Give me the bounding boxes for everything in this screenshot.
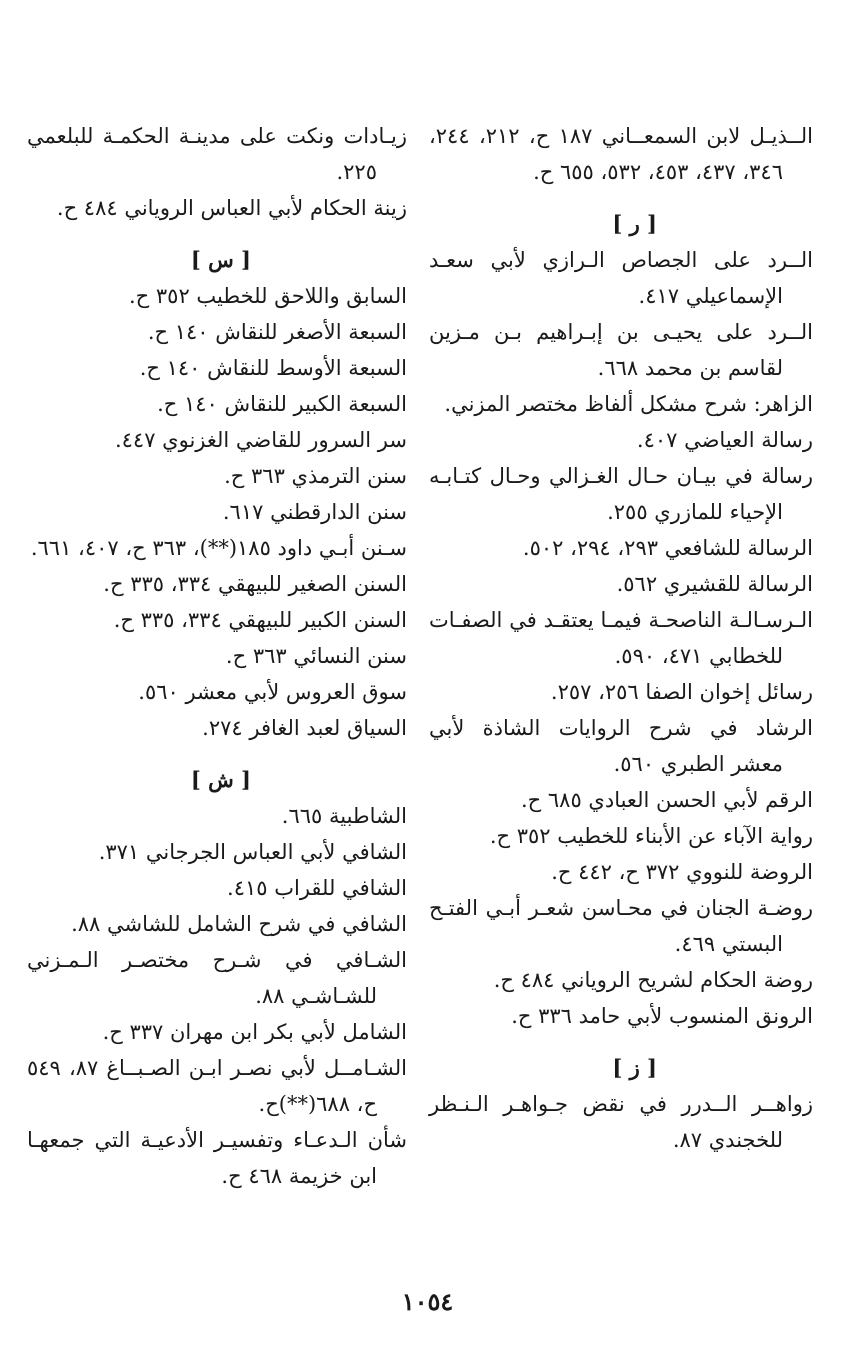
index-entry: الرونق المنسوب لأبي حامد ٣٣٦ ح. [511, 1004, 813, 1028]
index-entry: الشاطبية ٦٦٥. [281, 804, 407, 828]
section-letter-heading: [ س ] [190, 247, 251, 272]
index-entry: الــرد على الجصاص الـرازي لأبي سعـد الإسماعيلي ٤١٧. [429, 248, 813, 308]
index-entry: سنن الدارقطني ٦١٧. [222, 500, 407, 524]
index-entry: الـرسـالـة الناصحـة فيمـا يعتقـد في الصفـات للخطابي ٤٧١، ٥٩٠. [429, 608, 813, 668]
index-entry: الشامل لأبي بكر ابن مهران ٣٣٧ ح. [102, 1020, 407, 1044]
index-entry: شأن الـدعـاء وتفسيـر الأدعيـة التي جمعهـا ابن خزيمة ٤٦٨ ح. [27, 1128, 407, 1188]
section-spacer [429, 190, 813, 206]
index-entry: رسائل إخوان الصفا ٢٥٦، ٢٥٧. [550, 680, 813, 704]
index-entry: الــذيـل لابن السمعــاني ١٨٧ ح، ٢١٢، ٢٤٤، ٣٤٦، ٤٣٧، ٤٥٣، ٥٣٢، ٦٥٥ ح. [429, 124, 814, 184]
section-spacer [429, 1034, 813, 1050]
index-entry: زيـادات ونكت على مدينـة الحكمـة للبلعمي ٢٢٥. [27, 124, 407, 184]
index-entry: السنن الصغير للبيهقي ٣٣٤، ٣٣٥ ح. [103, 572, 407, 596]
index-entry: سوق العروس لأبي معشر ٥٦٠. [138, 680, 407, 704]
section-spacer [27, 746, 407, 762]
index-column-right [429, 118, 813, 1158]
index-entry: الرقم لأبي الحسن العبادي ٦٨٥ ح. [520, 788, 813, 812]
section-letter-heading: [ ز ] [612, 1055, 657, 1080]
index-entry: روضة الحكام لشريح الروياني ٤٨٤ ح. [493, 968, 813, 992]
section-letter-heading: [ ر ] [612, 211, 657, 236]
index-entry: السبعة الأصغر للنقاش ١٤٠ ح. [147, 320, 407, 344]
index-entry: رواية الآباء عن الأبناء للخطيب ٣٥٢ ح. [489, 824, 813, 848]
index-entry: الرشاد في شرح الروايات الشاذة لأبي معشر الطبري ٥٦٠. [429, 716, 813, 776]
index-entry: الروضة للنووي ٣٧٢ ح، ٤٤٢ ح. [551, 860, 813, 884]
index-entry: السبعة الأوسط للنقاش ١٤٠ ح. [139, 356, 407, 380]
index-entry: الشافي في شرح الشامل للشاشي ٨٨. [71, 912, 407, 936]
index-entry: سنن الترمذي ٣٦٣ ح. [224, 464, 407, 488]
section-letter-heading: [ ش ] [190, 767, 251, 792]
index-entry: الزاهر: شرح مشكل ألفاظ مختصر المزني. [444, 392, 813, 416]
index-entry: رسالة العياضي ٤٠٧. [636, 428, 813, 452]
index-entry: الشـافي في شـرح مختصـر الـمـزني للشـاشـي ٨٨. [27, 948, 407, 1008]
index-entry: الــرد على يحيـى بن إبـراهيم بـن مـزين لقاسم بن محمد ٦٦٨. [429, 320, 813, 380]
index-entry: سنن النسائي ٣٦٣ ح. [225, 644, 407, 668]
index-entry: السياق لعبد الغافر ٢٧٤. [202, 716, 407, 740]
index-entry: رسالة في بيـان حـال الغـزالي وحـال كتـابـه الإحياء للمازري ٢٥٥. [429, 464, 813, 524]
index-entry: السابق واللاحق للخطيب ٣٥٢ ح. [129, 284, 407, 308]
index-entry: الشافي لأبي العباس الجرجاني ٣٧١. [98, 840, 407, 864]
index-entry: السنن الكبير للبيهقي ٣٣٤، ٣٣٥ ح. [113, 608, 407, 632]
index-entry: زواهــر الــدرر في نقض جـواهـر الـنـظر للخجندي ٨٧. [429, 1092, 813, 1152]
index-entry: الشافي للقراب ٤١٥. [227, 876, 407, 900]
index-entry: سر السرور للقاضي الغزنوي ٤٤٧. [114, 428, 407, 452]
index-entry: السبعة الكبير للنقاش ١٤٠ ح. [157, 392, 407, 416]
page-number: ١٠٥٤ [401, 1287, 454, 1316]
index-entry: الرسالة للشافعي ٢٩٣، ٢٩٤، ٥٠٢. [522, 536, 813, 560]
section-spacer [27, 226, 407, 242]
index-entry: الشـامــل لأبي نصـر ابـن الصـبــاغ ٨٧، ٥٤٩ ح، ٦٨٨(**)ح. [27, 1056, 407, 1116]
index-entry: سـنن أبـي داود ١٨٥(**)، ٣٦٣ ح، ٤٠٧، ٦٦١. [30, 536, 407, 560]
index-entry: زينة الحكام لأبي العباس الروياني ٤٨٤ ح. [56, 196, 407, 220]
index-column-left [27, 118, 407, 1194]
index-entry: روضـة الجنان في محـاسن شعـر أبـي الفتـح البستي ٤٦٩. [429, 896, 813, 956]
index-entry: الرسالة للقشيري ٥٦٢. [616, 572, 813, 596]
